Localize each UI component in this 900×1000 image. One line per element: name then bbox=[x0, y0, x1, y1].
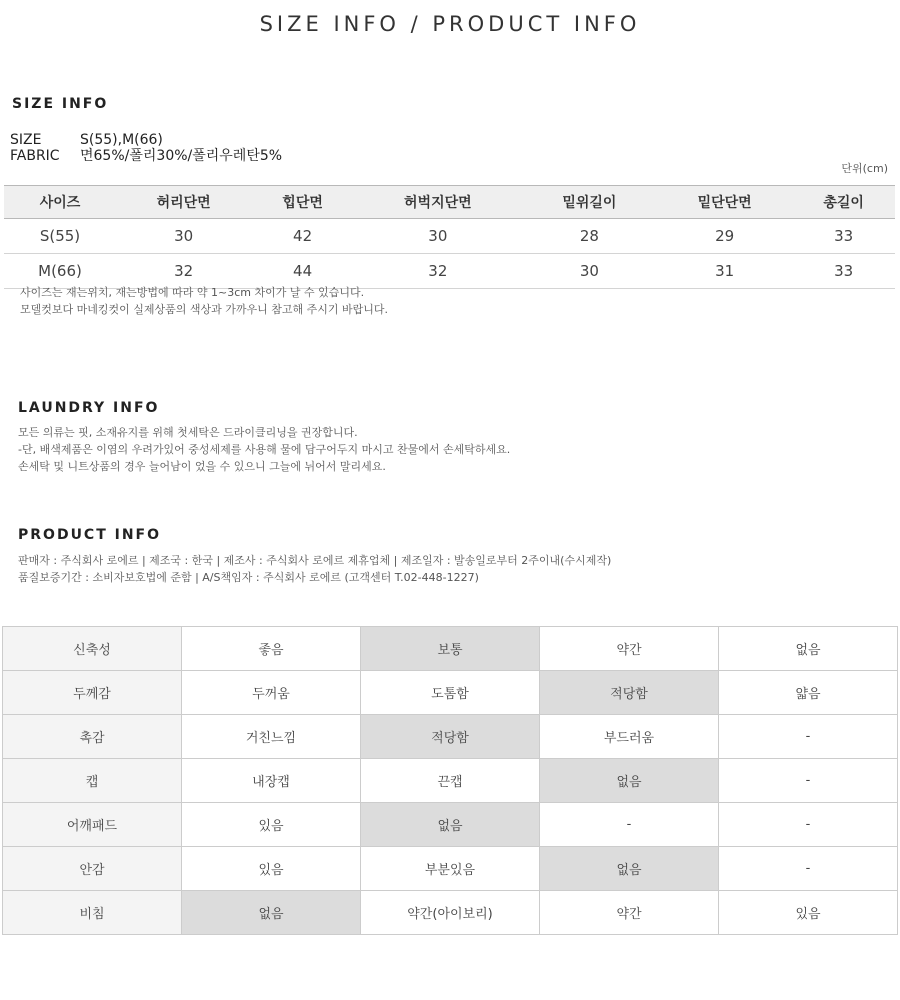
fabric-value: 면65%/폴리30%/폴리우레탄5% bbox=[80, 148, 283, 164]
size-label: SIZE bbox=[10, 132, 42, 148]
attribute-label: 안감 bbox=[3, 847, 182, 891]
table-cell: 33 bbox=[792, 219, 895, 254]
attribute-option-selected: 없음 bbox=[361, 803, 540, 847]
laundry-note-line: -단, 배색제품은 이염의 우려가있어 중성세제를 사용해 물에 담구어두지 마시고 찬물에서 손세탁하세요. bbox=[18, 443, 511, 456]
attribute-option: 얇음 bbox=[719, 671, 898, 715]
table-cell: 32 bbox=[116, 254, 251, 289]
unit-note: 단위(cm) bbox=[841, 162, 888, 175]
size-value: S(55),M(66) bbox=[80, 132, 163, 148]
table-cell: S(55) bbox=[4, 219, 116, 254]
attribute-option: 부분있음 bbox=[361, 847, 540, 891]
table-cell: M(66) bbox=[4, 254, 116, 289]
attribute-option-selected: 없음 bbox=[182, 891, 361, 935]
attribute-option: - bbox=[719, 759, 898, 803]
attribute-row bbox=[3, 671, 898, 715]
product-note-line: 품질보증기간 : 소비자보호법에 준함 | A/S책임자 : 주식회사 로에르 (고객센터 T.02-448-1227) bbox=[18, 571, 479, 584]
attribute-option: - bbox=[719, 847, 898, 891]
attribute-option: 도톰함 bbox=[361, 671, 540, 715]
product-notes bbox=[18, 552, 611, 586]
table-cell: 28 bbox=[522, 219, 657, 254]
page-title: SIZE INFO / PRODUCT INFO bbox=[259, 12, 641, 36]
size-table bbox=[4, 185, 895, 289]
table-cell: 30 bbox=[354, 219, 522, 254]
attribute-label: 비침 bbox=[3, 891, 182, 935]
attribute-label: 촉감 bbox=[3, 715, 182, 759]
attribute-row bbox=[3, 803, 898, 847]
attribute-table bbox=[2, 626, 898, 935]
attribute-option: - bbox=[719, 803, 898, 847]
column-header: 사이즈 bbox=[4, 186, 116, 219]
attribute-option-selected: 적당함 bbox=[361, 715, 540, 759]
attribute-row bbox=[3, 891, 898, 935]
attribute-option: 두꺼움 bbox=[182, 671, 361, 715]
size-spec-row bbox=[10, 132, 282, 148]
laundry-note-line: 손세탁 및 니트상품의 경우 늘어남이 었을 수 있으니 그늘에 뉘어서 말리세요. bbox=[18, 460, 386, 473]
attribute-option: 약간 bbox=[540, 891, 719, 935]
attribute-option-selected: 보통 bbox=[361, 627, 540, 671]
attribute-option: - bbox=[540, 803, 719, 847]
attribute-row bbox=[3, 759, 898, 803]
column-header: 허리단면 bbox=[116, 186, 251, 219]
attribute-option: 부드러움 bbox=[540, 715, 719, 759]
table-cell: 44 bbox=[251, 254, 354, 289]
size-notes bbox=[20, 284, 388, 318]
attribute-option: 없음 bbox=[719, 627, 898, 671]
size-info-heading: SIZE INFO bbox=[12, 96, 109, 112]
size-table-header-row bbox=[4, 186, 895, 219]
fabric-spec-row bbox=[10, 148, 282, 164]
table-cell: 33 bbox=[792, 254, 895, 289]
attribute-option: 좋음 bbox=[182, 627, 361, 671]
fabric-label: FABRIC bbox=[10, 148, 60, 164]
attribute-option: 약간(아이보리) bbox=[361, 891, 540, 935]
attribute-row bbox=[3, 715, 898, 759]
column-header: 밑단단면 bbox=[657, 186, 792, 219]
product-info-heading: PRODUCT INFO bbox=[18, 527, 162, 543]
size-note-line: 사이즈는 재는위치, 재는방법에 따라 약 1~3cm 차이가 날 수 있습니다. bbox=[20, 286, 365, 299]
spec-block bbox=[10, 132, 282, 164]
attribute-option: 약간 bbox=[540, 627, 719, 671]
laundry-info-heading: LAUNDRY INFO bbox=[18, 400, 160, 416]
column-header: 힙단면 bbox=[251, 186, 354, 219]
attribute-label: 신축성 bbox=[3, 627, 182, 671]
attribute-option: 거친느낌 bbox=[182, 715, 361, 759]
attribute-row bbox=[3, 847, 898, 891]
laundry-notes bbox=[18, 424, 510, 475]
column-header: 밑위길이 bbox=[522, 186, 657, 219]
table-cell: 30 bbox=[116, 219, 251, 254]
attribute-option: 있음 bbox=[182, 847, 361, 891]
attribute-label: 두께감 bbox=[3, 671, 182, 715]
attribute-label: 어깨패드 bbox=[3, 803, 182, 847]
attribute-option-selected: 없음 bbox=[540, 759, 719, 803]
attribute-row bbox=[3, 627, 898, 671]
table-cell: 30 bbox=[522, 254, 657, 289]
product-note-line: 판매자 : 주식회사 로에르 | 제조국 : 한국 | 제조사 : 주식회사 로에르 제휴업체 | 제조일자 : 발송일로부터 2주이내(수시제작) bbox=[18, 554, 612, 567]
attribute-option-selected: 적당함 bbox=[540, 671, 719, 715]
attribute-option: 내장캡 bbox=[182, 759, 361, 803]
table-cell: 32 bbox=[354, 254, 522, 289]
attribute-option: - bbox=[719, 715, 898, 759]
table-cell: 29 bbox=[657, 219, 792, 254]
size-note-line: 모델컷보다 마네킹컷이 실제상품의 색상과 가까우니 참고해 주시기 바랍니다. bbox=[20, 303, 389, 316]
attribute-option-selected: 없음 bbox=[540, 847, 719, 891]
table-row bbox=[4, 219, 895, 254]
attribute-option: 있음 bbox=[182, 803, 361, 847]
table-cell: 42 bbox=[251, 219, 354, 254]
attribute-option: 있음 bbox=[719, 891, 898, 935]
column-header: 허벅지단면 bbox=[354, 186, 522, 219]
attribute-label: 캡 bbox=[3, 759, 182, 803]
table-cell: 31 bbox=[657, 254, 792, 289]
laundry-note-line: 모든 의류는 핏, 소재유지를 위해 첫세탁은 드라이클리닝을 권장합니다. bbox=[18, 426, 358, 439]
attribute-option: 끈캡 bbox=[361, 759, 540, 803]
column-header: 총길이 bbox=[792, 186, 895, 219]
